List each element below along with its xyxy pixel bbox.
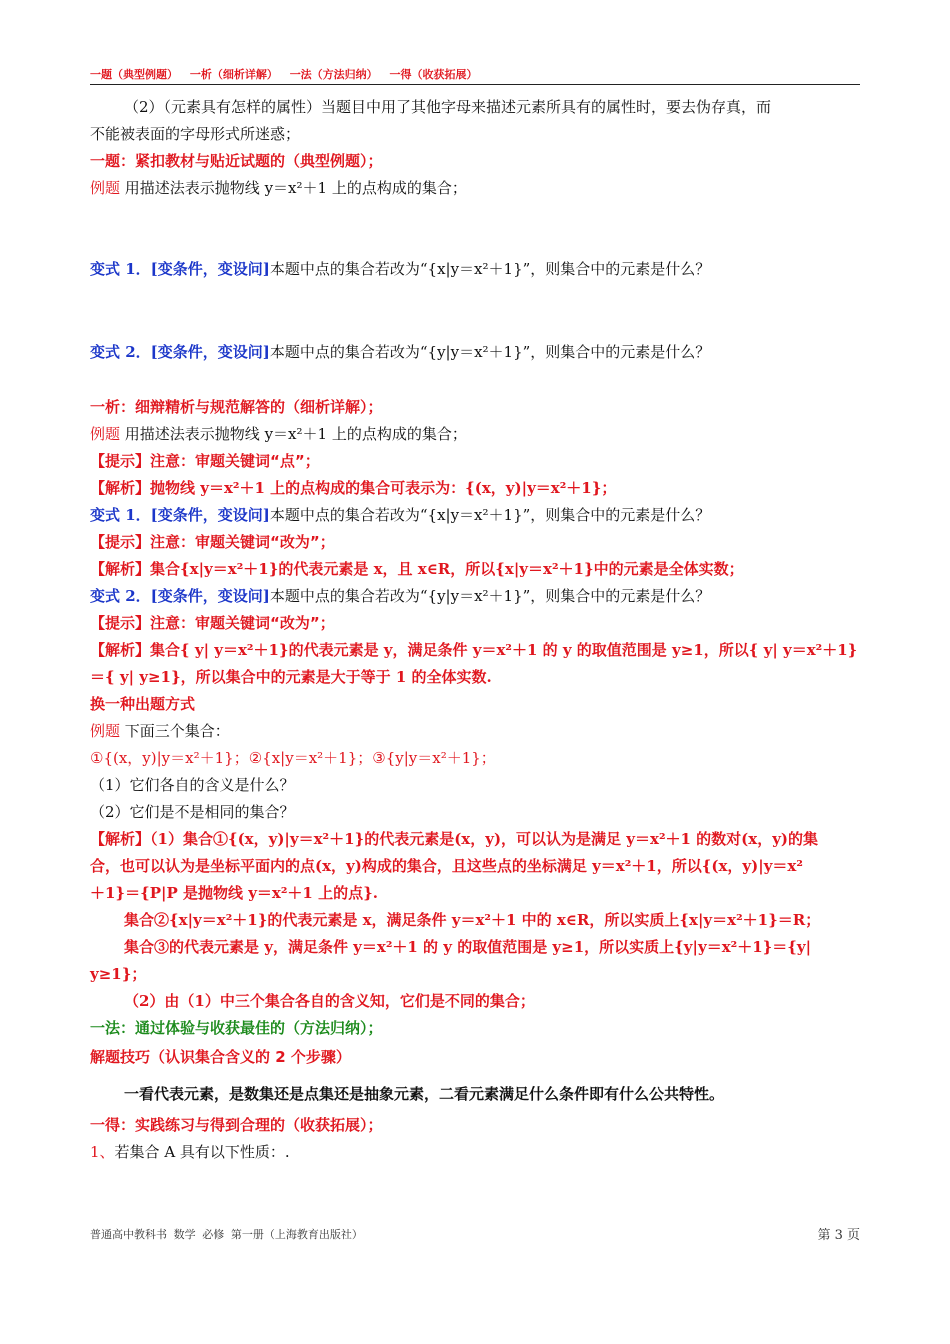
hint: 【提示】注意：审题关键词“改为”； — [90, 614, 335, 632]
example-label: 例题 — [90, 425, 121, 443]
example-line — [90, 718, 860, 745]
variant-text: 本题中点的集合若改为“{x|y＝x²＋1}”，则集合中的元素是什么？ — [269, 506, 711, 524]
example-text: 用描述法表示抛物线 y＝x²＋1 上的点构成的集合； — [124, 179, 467, 197]
variant-text: 本题中点的集合若改为“{y|y＝x²＋1}”，则集合中的元素是什么？ — [269, 587, 711, 605]
example-text: 下面三个集合： — [124, 722, 230, 740]
variant-1 — [90, 502, 860, 529]
solution: ＋1}＝{P|P 是抛物线 y＝x²＋1 上的点}. — [90, 884, 378, 902]
footer-book: 普通高中教科书 数学 必修 第一册（上海教育出版社） — [90, 1228, 363, 1241]
variant-1 — [90, 256, 860, 283]
solution: 【解析】集合{ y| y＝x²＋1}的代表元素是 y，满足条件 y＝x²＋1 的 y 的取值范围是 y≥1，所以{ y| y＝x²＋1} — [90, 641, 858, 659]
header-item: 一法（方法归纳） — [289, 68, 378, 81]
example-text: 用描述法表示抛物线 y＝x²＋1 上的点构成的集合； — [124, 425, 467, 443]
solution: 集合③的代表元素是 y，满足条件 y＝x²＋1 的 y 的取值范围是 y≥1，所以实质上{y|y＝x²＋1}＝{y| — [124, 938, 812, 956]
header-item: 一得（收获拓展） — [389, 68, 478, 81]
header-divider — [90, 84, 860, 85]
solution: 合，也可以认为是坐标平面内的点(x，y)构成的集合，且这些点的坐标满足 y＝x²＋1，所以{(x，y)|y＝x² — [90, 857, 803, 875]
exercise-line — [90, 1139, 860, 1166]
header-item: 一析（细析详解） — [189, 68, 278, 81]
question: （2）它们是不是相同的集合？ — [90, 803, 295, 821]
variant-2 — [90, 583, 860, 610]
section-heading: 一法：通过体验与收获最佳的（方法归纳）； — [90, 1019, 383, 1037]
variant-2 — [90, 339, 860, 366]
solution: y≥1}； — [90, 965, 147, 983]
page-footer — [90, 1226, 860, 1242]
example-label: 例题 — [90, 179, 121, 197]
section-heading: 一题：紧扣教材与贴近试题的（典型例题）； — [90, 152, 383, 170]
variant-text: 本题中点的集合若改为“{y|y＝x²＋1}”，则集合中的元素是什么？ — [269, 343, 711, 361]
technique-text: 一看代表元素，是数集还是点集还是抽象元素，二看元素满足什么条件即有什么公共特性。 — [124, 1085, 725, 1103]
section-heading: 一析：细辩精析与规范解答的（细析详解）； — [90, 398, 383, 416]
variant-label: 变式 2．[变条件，变设问] — [90, 587, 270, 605]
variant-label: 变式 2．[变条件，变设问] — [90, 343, 270, 361]
page-number: 第 3 页 — [817, 1228, 860, 1243]
solution: ＝{ y| y≥1}，所以集合中的元素是大于等于 1 的全体实数. — [90, 668, 492, 686]
example-line — [90, 421, 860, 448]
solution: （2）由（1）中三个集合各自的含义知，它们是不同的集合； — [124, 992, 535, 1010]
variant-label: 变式 1．[变条件，变设问] — [90, 260, 270, 278]
variant-text: 本题中点的集合若改为“{x|y＝x²＋1}”，则集合中的元素是什么？ — [269, 260, 711, 278]
solution: 【解析】集合{x|y＝x²＋1}的代表元素是 x，且 x∈R，所以{x|y＝x²＋1}中的元素是全体实数； — [90, 560, 744, 578]
hint: 【提示】注意：审题关键词“点”； — [90, 452, 320, 470]
section-heading: 一得：实践练习与得到合理的（收获拓展）； — [90, 1116, 383, 1134]
variant-label: 变式 1．[变条件，变设问] — [90, 506, 270, 524]
example-label: 例题 — [90, 722, 121, 740]
paragraph: 不能被表面的字母形式所迷惑； — [90, 125, 301, 143]
solution: 【解析】（1）集合①{(x，y)|y＝x²＋1}的代表元素是(x，y)，可以认为是满足 y＝x²＋1 的数对(x，y)的集 — [90, 830, 819, 848]
solution: 【解析】抛物线 y＝x²＋1 上的点构成的集合可表示为：{(x，y)|y＝x²＋1}； — [90, 479, 617, 497]
document-body — [90, 94, 860, 1166]
question: （1）它们各自的含义是什么？ — [90, 776, 295, 794]
example-line — [90, 175, 860, 202]
exercise-number: 1、 — [90, 1143, 115, 1161]
set-list: ①{(x，y)|y＝x²＋1}；②{x|y＝x²＋1}；③{y|y＝x²＋1}； — [90, 749, 496, 767]
page-header — [90, 66, 860, 82]
solution: 集合②{x|y＝x²＋1}的代表元素是 x，满足条件 y＝x²＋1 中的 x∈R，所以实质上{x|y＝x²＋1}＝R； — [124, 911, 821, 929]
section-heading: 换一种出题方式 — [90, 695, 196, 713]
exercise-text: 若集合 A 具有以下性质：. — [114, 1143, 290, 1161]
technique-heading: 解题技巧（认识集合含义的 2 个步骤） — [90, 1048, 351, 1066]
header-item: 一题（典型例题） — [90, 68, 178, 81]
paragraph: （2）（元素具有怎样的属性）当题目中用了其他字母来描述元素所具有的属性时，要去伪存真，而 — [124, 98, 772, 116]
hint: 【提示】注意：审题关键词“改为”； — [90, 533, 335, 551]
